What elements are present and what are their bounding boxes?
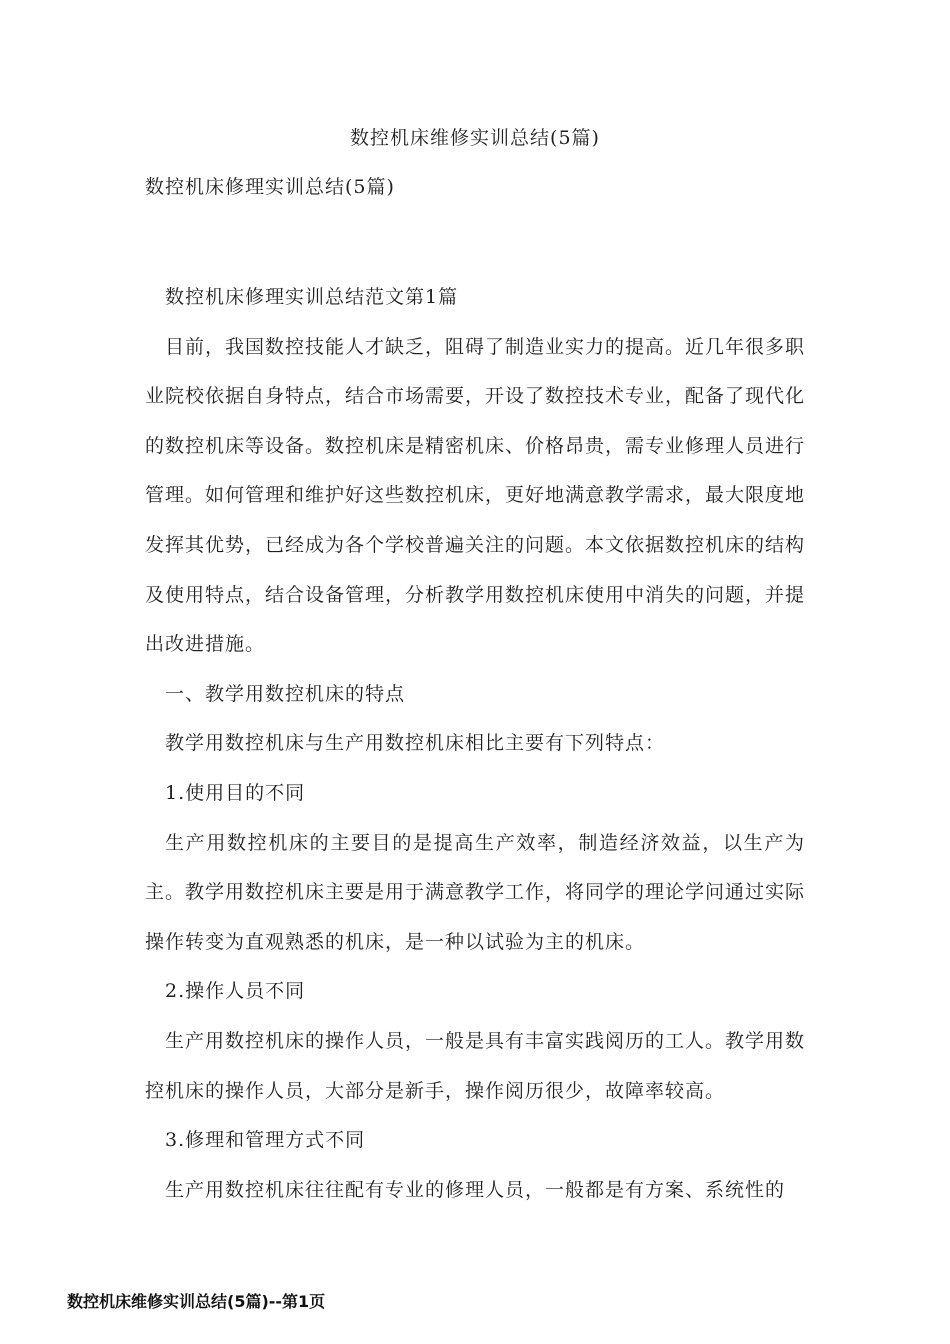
section-heading-features: 一、教学用数控机床的特点 bbox=[165, 682, 406, 705]
document-title: 数控机床维修实训总结(5篇) bbox=[350, 127, 600, 149]
paragraph-features-intro: 教学用数控机床与生产用数控机床相比主要有下列特点： bbox=[165, 732, 666, 755]
paragraph-intro: 目前，我国数控技能人才缺乏，阻碍了制造业实力的提高。近几年很多职业院校依据自身特点，结合市场需要，开设了数控技术专业，配备了现代化的数控机床等设备。数控机床是精密机床、价格昂贵，需专业修理人员进行管理。如何管理和维护好这些数控机床，更好地满意教学需求，最大限度地发挥其优势，已经成为各个学校普遍关注的问题。本文依据数控机床的结构及使用特点，结合设备管理，分析教学用数控机床使用中消失的问题，并提出改进措施。 bbox=[145, 335, 806, 656]
section-heading-article-1: 数控机床修理实训总结范文第1篇 bbox=[165, 286, 459, 308]
item-heading-purpose: 1.使用目的不同 bbox=[165, 781, 306, 804]
item-heading-maintenance: 3.修理和管理方式不同 bbox=[165, 1129, 366, 1152]
paragraph-operators: 生产用数控机床的操作人员，一般是具有丰富实践阅历的工人。教学用数控机床的操作人员，大部分是新手，操作阅历很少，故障率较高。 bbox=[145, 1029, 806, 1102]
document-subtitle: 数控机床修理实训总结(5篇) bbox=[145, 176, 395, 198]
page-footer: 数控机床维修实训总结(5篇)--第1页 bbox=[67, 1292, 326, 1311]
paragraph-purpose: 生产用数控机床的主要目的是提高生产效率，制造经济效益，以生产为主。教学用数控机床主要是用于满意教学工作，将同学的理论学问通过实际操作转变为直观熟悉的机床，是一种以试验为主的机床。 bbox=[145, 831, 806, 953]
paragraph-maintenance: 生产用数控机床往往配有专业的修理人员，一般都是有方案、系统性的 bbox=[165, 1178, 786, 1201]
document-body bbox=[145, 273, 805, 1215]
item-heading-operators: 2.操作人员不同 bbox=[165, 980, 306, 1003]
